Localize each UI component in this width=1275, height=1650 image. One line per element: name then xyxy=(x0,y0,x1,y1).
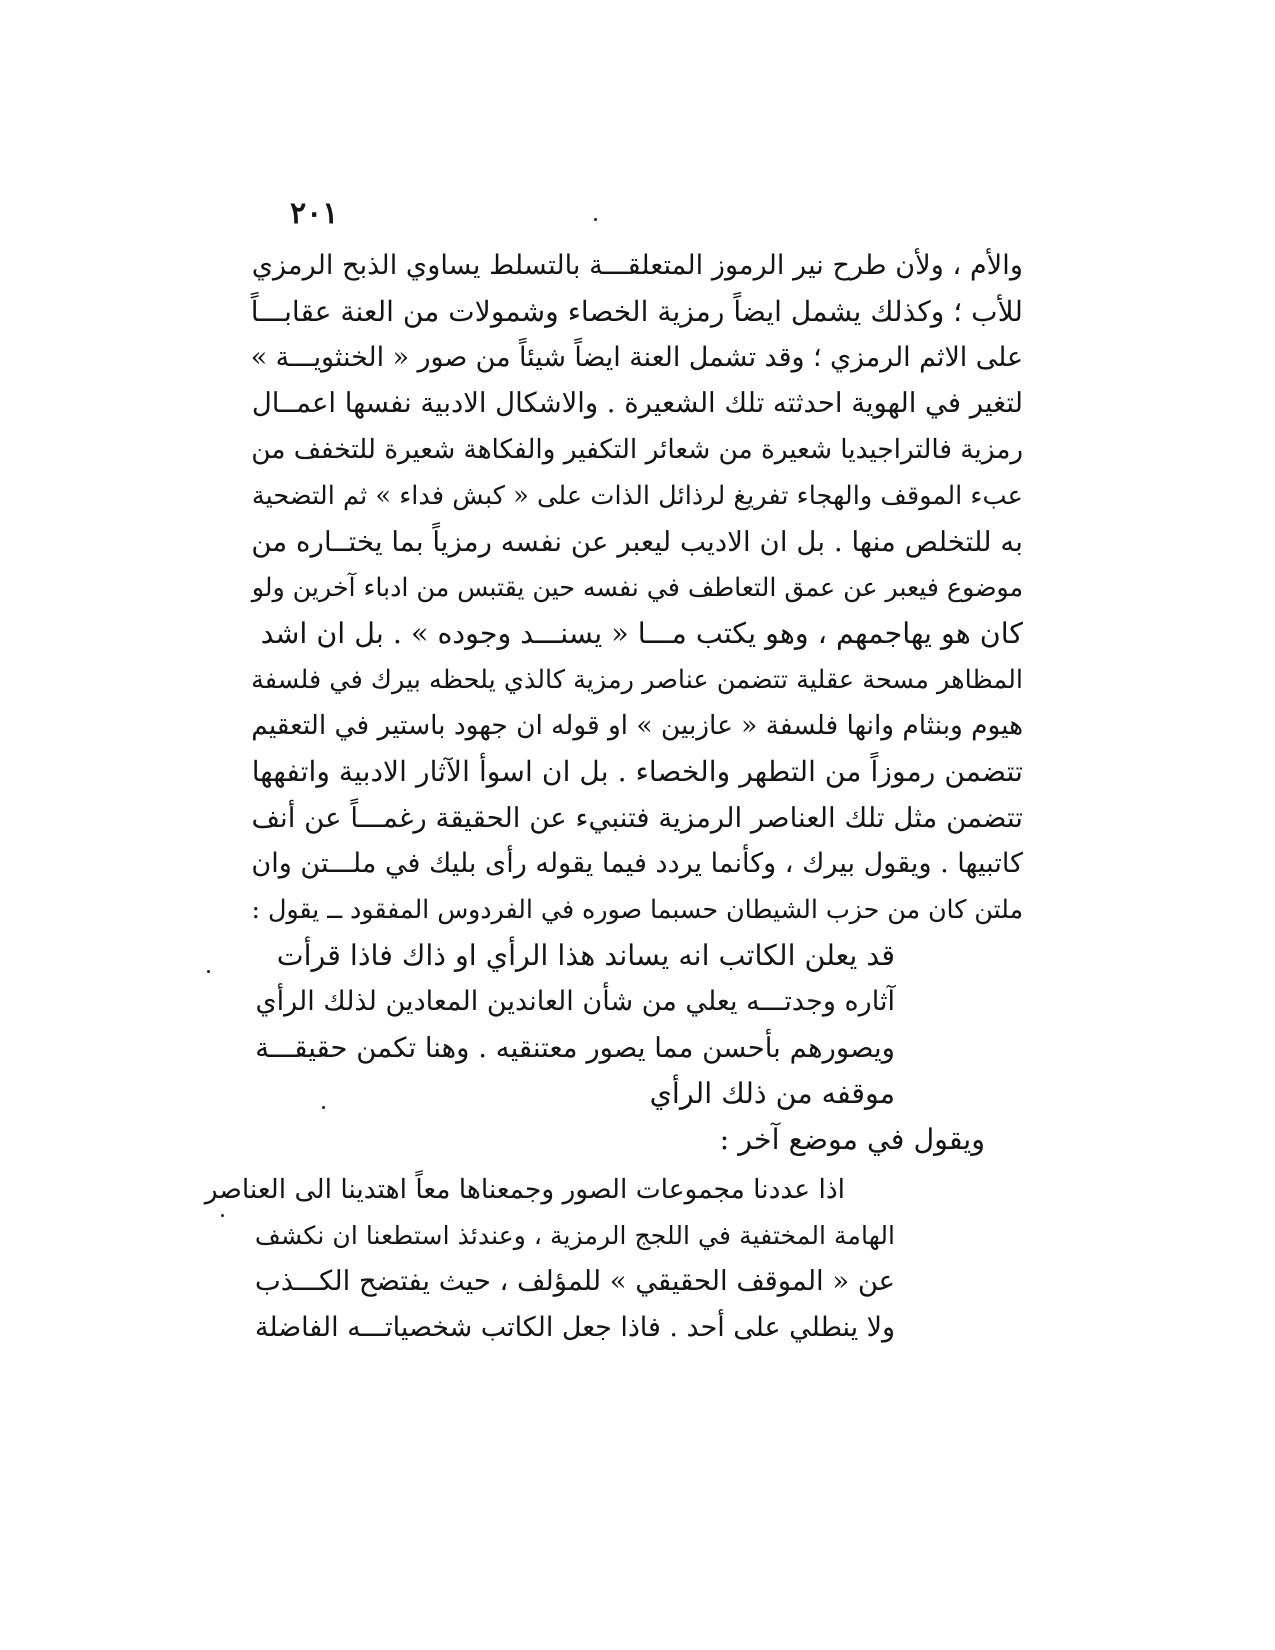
body-line: ملتن كان من حزب الشيطان حسبما صوره في الفردوس المفقود ــ يقول : xyxy=(251,895,1023,924)
page-number: ٢٠١ xyxy=(290,196,339,231)
body-line: تتضمن رموزاً من التطهر والخصاء . بل ان اسوأ الآثار الادبية واتفهها xyxy=(251,755,1023,788)
body-line: موضوع فيعبر عن عمق التعاطف في نفسه حين يقتبس من ادباء آخرين ولو xyxy=(251,573,1023,602)
body-line: هيوم وبنثام وانها فلسفة « عازبين » او قوله ان جهود باستير في التعقيم xyxy=(251,711,1023,741)
body-line: لتغير في الهوية احدثته تلك الشعيرة . والاشكال الادبية نفسها اعمــال xyxy=(251,388,1023,419)
body-line: والأم ، ولأن طرح نير الرموز المتعلقـــة بالتسلط يساوي الذبح الرمزي xyxy=(251,250,1023,281)
transition-line: ويقول في موضع آخر : xyxy=(719,1123,985,1156)
quote-line: موقفه من ذلك الرأي xyxy=(649,1077,895,1110)
quote-line: ولا ينطلي على أحد . فاذا جعل الكاتب شخصياتـــه الفاضلة xyxy=(254,1312,895,1343)
scan-speck xyxy=(594,218,597,221)
quote-line: اذا عددنا مجموعات الصور وجمعناها معاً اهتدينا الى العناصر xyxy=(204,1174,845,1205)
body-line: كان هو يهاجمهم ، وهو يكتب مـــا « يسنـــد وجوده » . بل ان اشد xyxy=(260,617,1023,650)
quote-line: الهامة المختفية في اللجج الرمزية ، وعندئذ استطعنا ان نكشف xyxy=(254,1221,895,1250)
body-line: كاتبيها . ويقول بيرك ، وكأنما يردد فيما يقوله رأى بليك في ملـــتن وان xyxy=(251,848,1023,879)
body-line: على الاثم الرمزي ؛ وقد تشمل العنة ايضاً شيئاً من صور « الخنثويـــة » xyxy=(250,342,1023,373)
body-line: رمزية فالتراجيديا شعيرة من شعائر التكفير والفكاهة شعيرة للتخفف من xyxy=(251,435,1023,465)
body-line: للأب ؛ وكذلك يشمل ايضاً رمزية الخصاء وشمولات من العنة عقابـــاً xyxy=(250,295,1023,328)
body-line: المظاهر مسحة عقلية تتضمن عناصر رمزية كالذي يلحظه بيرك في فلسفة xyxy=(251,665,1023,695)
scan-speck xyxy=(207,970,210,973)
body-line: عبء الموقف والهجاء تفريغ لرذائل الذات على « كبش فداء » ثم التضحية xyxy=(251,481,1023,511)
scan-speck xyxy=(221,1214,224,1217)
scan-speck xyxy=(322,1106,325,1109)
quote-line: ويصورهم بأحسن مما يصور معتنقيه . وهنا تكمن حقيقـــة xyxy=(255,1031,895,1064)
body-line: به للتخلص منها . بل ان الاديب ليعبر عن نفسه رمزياً بما يختــاره من xyxy=(251,525,1023,558)
quote-line: آثاره وجدتـــه يعلي من شأن العاندين المعادين لذلك الرأي xyxy=(255,986,895,1017)
body-line: تتضمن مثل تلك العناصر الرمزية فتنبيء عن الحقيقة رغمـــاً عن أنف xyxy=(251,801,1023,834)
quote-line: عن « الموقف الحقيقي » للمؤلف ، حيث يفتضح الكـــذب xyxy=(254,1266,895,1297)
quote-line: قد يعلن الكاتب انه يساند هذا الرأي او ذاك فاذا قرأت xyxy=(276,939,895,972)
